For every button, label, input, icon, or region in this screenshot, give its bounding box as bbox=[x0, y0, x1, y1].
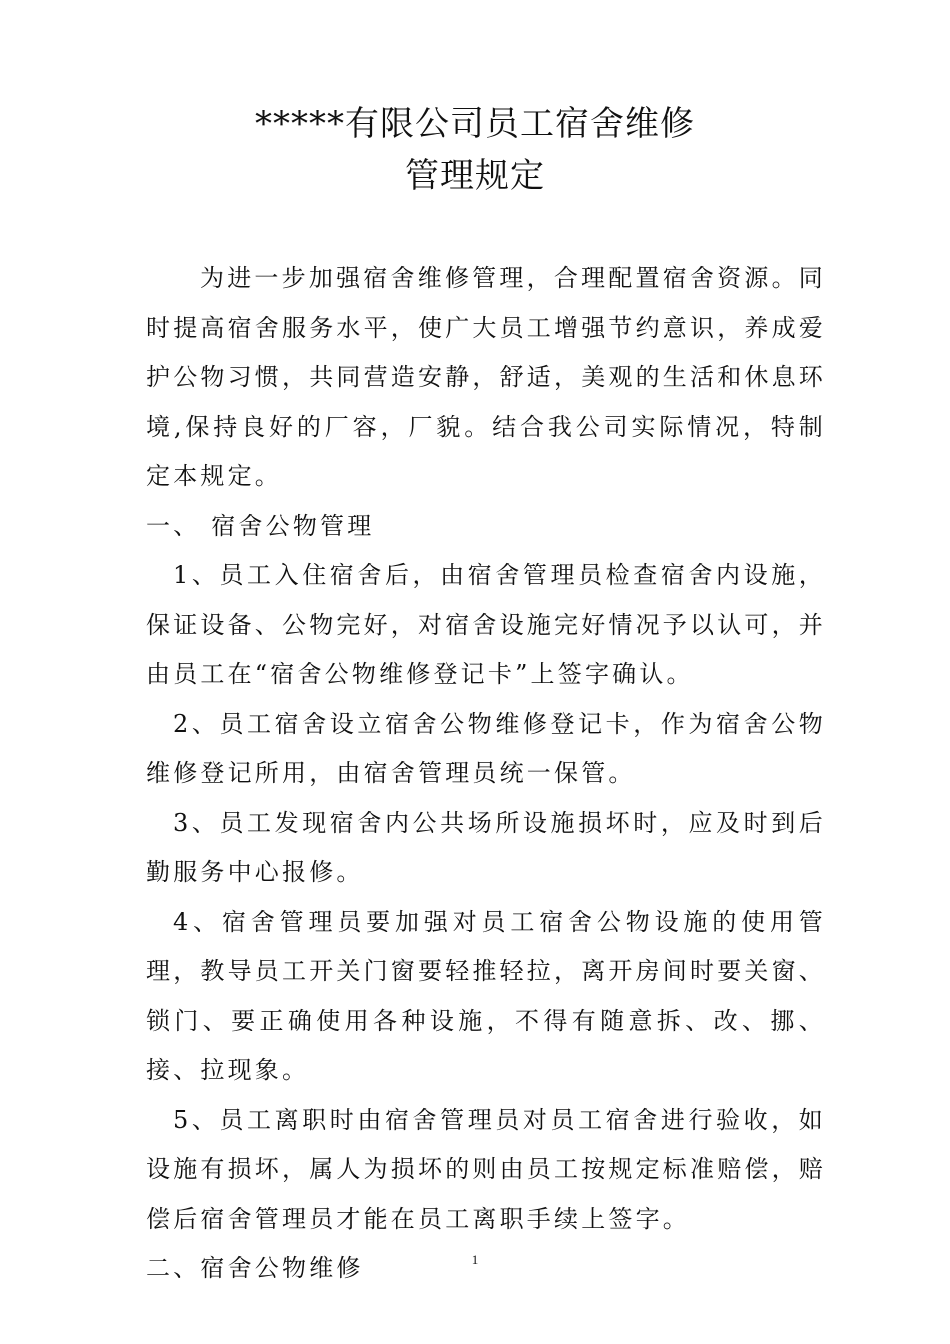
document-body bbox=[146, 254, 826, 1294]
section-2-heading: 二、宿舍公物维修 bbox=[146, 1254, 364, 1282]
section-1-heading: 一、 宿舍公物管理 bbox=[146, 511, 375, 540]
section-1-item-2: 2、员工宿舍设立宿舍公物维修登记卡，作为宿舍公物维修登记所用，由宿舍管理员统一保管。 bbox=[146, 709, 826, 787]
section-1-item-4: 4、宿舍管理员要加强对员工宿舍公物设施的使用管理，教导员工开关门窗要轻推轻拉，离开房间时要关窗、锁门、要正确使用各种设施，不得有随意拆、改、挪、接、拉现象。 bbox=[146, 907, 826, 1084]
section-1-item-3: 3、员工发现宿舍内公共场所设施损坏时，应及时到后勤服务中心报修。 bbox=[146, 808, 826, 886]
intro-paragraph: 为进一步加强宿舍维修管理，合理配置宿舍资源。同时提高宿舍服务水平，使广大员工增强节约意识，养成爱护公物习惯，共同营造安静，舒适，美观的生活和休息环境,保持良好的厂容，厂貌。结合我公司实际情况，特制定本规定。 bbox=[146, 264, 826, 490]
section-1-item-5: 5、员工离职时由宿舍管理员对员工宿舍进行验收，如设施有损坏，属人为损坏的则由员工按规定标准赔偿，赔偿后宿舍管理员才能在员工离职手续上签字。 bbox=[146, 1105, 826, 1233]
page-number: 1 bbox=[471, 1252, 479, 1267]
document-title-line-2: 管理规定 bbox=[405, 156, 545, 196]
section-1-item-1: 1、员工入住宿舍后，由宿舍管理员检查宿舍内设施，保证设备、公物完好，对宿舍设施完好情况予以认可，并由员工在“宿舍公物维修登记卡”上签字确认。 bbox=[146, 561, 826, 688]
document-title-line-1: *****有限公司员工宿舍维修 bbox=[255, 104, 695, 144]
